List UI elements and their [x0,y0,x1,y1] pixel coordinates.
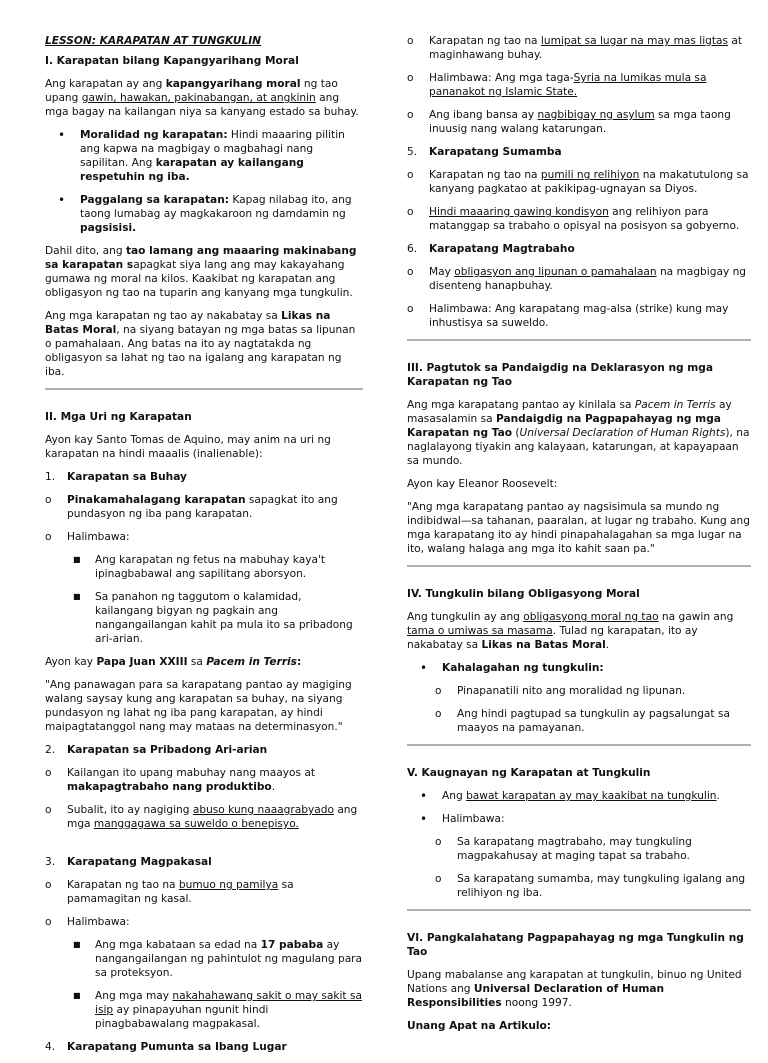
pope-quote: "Ang panawagan para sa karapatang pantao ay magiging walang saysay kung ang karapatan sa buhay, na siyang pundasyon ng lahat ng iba pang karapatan, ay hindi maipagtatanggol nang may mataas na determinasyon." [45,679,352,733]
bullet-item: • Ang bawat karapatan ay may kaakibat na tungkulin. [420,789,720,803]
bullet-icon: • [58,193,66,207]
lesson-title: LESSON: KARAPATAN AT TUNGKULIN [45,35,262,47]
section-1-title: I. Karapatan bilang Kapangyarihang Moral [45,55,299,67]
sub-item: o Halimbawa: [45,531,130,543]
sub-item: o Pinapanatili nito ang moralidad ng lipunan. [435,685,686,697]
square-bullet-icon: ■ [73,592,81,601]
pope-intro: Ayon kay Papa Juan XXIII sa Pacem in Terris: [45,656,302,668]
numbered-item-4: 4. Karapatang Pumunta sa Ibang Lugar [45,1041,287,1053]
bullet-item: • Halimbawa: [420,812,505,826]
sub-item: o Karapatan ng tao na bumuo ng pamilya sa pamamagitan ng kasal. [45,879,294,905]
square-item: ■ Ang mga kabataan sa edad na 17 pababa ay nangangailangan ng pahintulot ng magulang para sa proteksyon. [73,939,363,979]
sub-item: o May obligasyon ang lipunan o pamahalaan na magbigay ng disenteng hanapbuhay. [407,266,747,292]
bullet-icon: • [58,128,66,142]
bullet-icon: • [420,812,428,826]
bullet-icon: • [420,661,428,675]
section-divider [407,744,751,746]
sub-item: o Pinakamahalagang karapatan sapagkat ito ang pundasyon ng iba pang karapatan. [45,494,338,520]
section-2-paragraph-1: Ayon kay Santo Tomas de Aquino, may anim na uri ng karapatan na hindi maaalis (inalienable): [45,434,331,460]
numbered-item-2: 2. Karapatan sa Pribadong Ari-arian [45,744,268,756]
square-bullet-icon: ■ [73,940,81,949]
section-divider [407,565,751,567]
numbered-item-5: 5. Karapatang Sumamba [407,146,562,158]
bullet-kahalagahan: • Kahalagahan ng tungkulin: [420,661,604,675]
sub-item: o Halimbawa: [45,916,130,928]
right-column [407,34,751,1042]
numbered-item-1: 1. Karapatan sa Buhay [45,471,187,483]
bullet-moralidad: • Moralidad ng karapatan: Hindi maaaring pilitin ang kapwa na magbigay o magbahagi nang sapilitan. Ang karapatan ay kailangang respetuhin ng iba. [58,128,345,183]
sub-item: o Halimbawa: Ang mga taga-Syria na lumikas mula sa pananakot ng Islamic State. [407,72,707,98]
numbered-item-6: 6. Karapatang Magtrabaho [407,243,575,255]
section-3-paragraph-1: Ang mga karapatang pantao ay kinilala sa Pacem in Terris ay masasalamin sa Pandaigdig na Pagpapahayag ng mga Karapatan ng Tao (Universal Declaration of Human Rights), na naglalayong tiyakin ang kalayaan, katarungan, at kapayapaan sa mundo. [407,399,750,467]
sub-item: o Hindi maaaring gawing kondisyon ang relihiyon para matanggap sa trabaho o opisyal na posisyon sa gobyerno. [407,206,740,232]
roosevelt-quote: "Ang mga karapatang pantao ay nagsisimula sa mundo ng indibidwal—sa tahanan, paaralan, at lugar ng trabaho. Kung ang mga karapatang ito ay hindi pinapahalagahan sa mga lugar na ito, walang halaga ang mga ito kahit saan pa." [407,501,750,555]
sub-item: o Sa karapatang magtrabaho, may tungkuling magpakahusay at maging tapat sa trabaho. [435,836,692,862]
section-4-title: IV. Tungkulin bilang Obligasyong Moral [407,588,640,600]
numbered-item-3: 3. Karapatang Magpakasal [45,856,212,868]
square-item: ■ Sa panahon ng taggutom o kalamidad, kailangang bigyan ng pagkain ang nangangailangan kahit pa mula ito sa pribadong ari-arian. [73,591,353,645]
square-bullet-icon: ■ [73,991,81,1000]
sub-item: o Ang hindi pagtupad sa tungkulin ay pagsalungat sa maayos na pamayanan. [435,708,730,734]
section-6-subheading: Unang Apat na Artikulo: [407,1020,552,1032]
sub-item: o Karapatan ng tao na lumipat sa lugar na may mas ligtas at maginhawang buhay. [407,35,743,61]
section-3-paragraph-2: Ayon kay Eleanor Roosevelt: [407,478,558,490]
square-item: ■ Ang karapatan ng fetus na mabuhay kaya't ipinagbabawal ang sapilitang aborsyon. [73,554,326,580]
left-column [45,34,363,1063]
section-5-title: V. Kaugnayan ng Karapatan at Tungkulin [407,767,651,779]
section-2-title: II. Mga Uri ng Karapatan [45,411,192,423]
square-bullet-icon: ■ [73,555,81,564]
section-1-paragraph-2: Dahil dito, ang tao lamang ang maaaring makinabang sa karapatan sapagkat siya lang ang may kakayahang gumawa ng moral na kilos. Kaakibat ng karapatan ang obligasyon ng tao na tuparin ang kanyang mga tungkulin. [45,245,357,299]
section-6-title: VI. Pangkalahatang Pagpapahayag ng mga Tungkulin ng Tao [407,932,744,958]
section-4-paragraph-1: Ang tungkulin ay ang obligasyong moral ng tao na gawin ang tama o umiwas sa masama. Tulad ng karapatan, ito ay nakabatay sa Likas na Batas Moral. [407,611,734,651]
section-1-paragraph-3: Ang mga karapatan ng tao ay nakabatay sa Likas na Batas Moral, na siyang batayan ng mga batas sa lipunan o pamahalaan. Ang batas na ito ay nagtatakda ng obligasyon sa lahat ng tao na igalang ang karapatan ng iba. [45,310,356,378]
sub-item: o Ang ibang bansa ay nagbibigay ng asylum sa mga taong inuusig nang walang katarungan. [407,109,731,135]
section-1-paragraph-1: Ang karapatan ay ang kapangyarihang moral ng tao upang gawin, hawakan, pakinabangan, at angkinin ang mga bagay na kailangan niya sa kanyang estado sa buhay. [45,78,359,118]
section-divider [407,339,751,341]
bullet-paggalang: • Paggalang sa karapatan: Kapag nilabag ito, ang taong lumabag ay magkakaroon ng damdamin ng pagsisisi. [58,193,352,234]
section-divider [45,388,363,390]
section-divider [407,909,751,911]
section-3-title: III. Pagtutok sa Pandaigdig na Deklarasyon ng mga Karapatan ng Tao [407,362,714,388]
section-6-paragraph-1: Upang mabalanse ang karapatan at tungkulin, binuo ng United Nations ang Universal Declaration of Human Responsibilities noong 1997. [407,969,742,1009]
square-item: ■ Ang mga may nakahahawang sakit o may sakit sa isip ay pinapayuhan ngunit hindi pinagbabawalang magpakasal. [73,990,362,1030]
sub-item: o Halimbawa: Ang karapatang mag-alsa (strike) kung may inhustisya sa suweldo. [407,303,729,329]
sub-item: o Karapatan ng tao na pumili ng relihiyon na makatutulong sa kanyang pagkatao at pakikipag-ugnayan sa Diyos. [407,169,749,195]
bullet-icon: • [420,789,428,803]
sub-item: o Sa karapatang sumamba, may tungkuling igalang ang relihiyon ng iba. [435,873,746,899]
sub-item: o Subalit, ito ay nagiging abuso kung naaagrabyado ang mga manggagawa sa suweldo o benepisyo. [45,804,358,830]
sub-item: o Kailangan ito upang mabuhay nang maayos at makapagtrabaho nang produktibo. [45,767,316,793]
